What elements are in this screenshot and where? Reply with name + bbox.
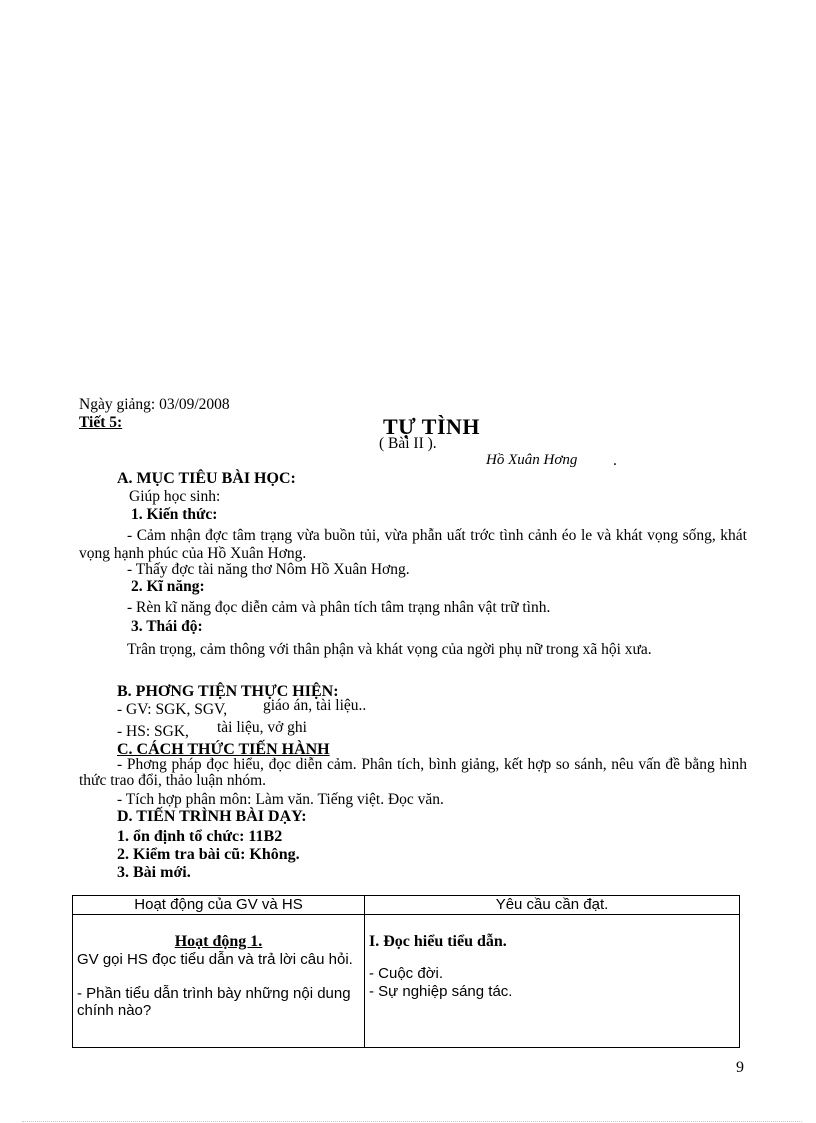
step-2: 2. Kiểm tra bài cũ: Không. [117,846,300,863]
activity-text-2: - Phần tiểu dẫn trình bày những nội dung chính nào? [77,985,351,1019]
activity-title: Hoạt động 1. [174,933,263,950]
skills-heading: 2. Kĩ năng: [131,578,205,595]
section-d-heading: D. TIẾN TRÌNH BÀI DẠY: [117,808,307,825]
knowledge-paragraph-1: - Cảm nhận đợc tâm trạng vừa buồn tủi, vừa phẫn uất trớc tình cảnh éo le và khát vọng sống, khát vọng hạnh phúc của Hồ Xuân Hơng. [79,527,747,562]
requirements-cell [365,915,740,1048]
knowledge-paragraph-2: - Thấy đợc tài năng thơ Nôm Hồ Xuân Hơng. [127,561,410,578]
section-b-heading: B. PHƠNG TIỆN THỰC HIỆN: [117,683,339,700]
section-a-heading: A. MỤC TIÊU BÀI HỌC: [117,470,296,487]
table-header-activity: Hoạt động của GV và HS [73,896,365,915]
page-number: 9 [736,1059,744,1076]
attitude-paragraph: Trân trọng, cảm thông với thân phận và khát vọng của ngời phụ nữ trong xã hội xưa. [127,641,652,658]
table-row [73,915,740,1048]
page-title: TỰ TÌNH [383,414,481,439]
lesson-plan-table [72,895,740,1048]
lesson-label: Tiết 5: [79,414,123,431]
requirements-heading: I. Đọc hiểu tiểu dẫn. [369,933,507,950]
knowledge-heading: 1. Kiến thức: [131,506,218,523]
table-header-row [73,896,740,915]
requirements-item-2: - Sự nghiệp sáng tác. [369,983,513,1000]
date-line: Ngày giảng: 03/09/2008 [79,396,230,413]
section-a-intro: Giúp học sinh: [129,488,221,505]
section-c-heading: C. CÁCH THỨC TIẾN HÀNH [117,741,330,758]
student-materials-extra: tài liệu, vở ghi [217,719,307,736]
step-1: 1. ổn định tổ chức: 11B2 [117,828,283,845]
teacher-materials-extra: giáo án, tài liệu.. [263,697,367,714]
step-3: 3. Bài mới. [117,864,191,881]
integration-paragraph: - Tích hợp phân môn: Làm văn. Tiếng việt. Đọc văn. [117,791,444,808]
skills-paragraph: - Rèn kĩ năng đọc diễn cảm và phân tích tâm trạng nhân vật trữ tình. [127,599,551,616]
student-materials: - HS: SGK, [117,723,189,740]
requirements-item-1: - Cuộc đời. [369,965,444,982]
activity-cell [73,915,365,1048]
activity-text-1: GV gọi HS đọc tiểu dẫn và trả lời câu hỏi. [77,951,353,968]
page-bottom-divider [22,1121,802,1122]
table-header-requirements: Yêu cầu cần đạt. [365,896,740,915]
attitude-heading: 3. Thái độ: [131,618,203,635]
teacher-materials: - GV: SGK, SGV, [117,701,228,718]
author-tail: . [613,452,617,469]
author-name: Hồ Xuân Hơng [486,452,578,468]
method-paragraph: - Phơng pháp đọc hiểu, đọc diễn cảm. Phân tích, bình giảng, kết hợp so sánh, nêu vấn đề bằng hình thức trao đổi, thảo luận nhóm. [79,756,747,789]
page-subtitle: ( Bài II ). [379,435,437,452]
